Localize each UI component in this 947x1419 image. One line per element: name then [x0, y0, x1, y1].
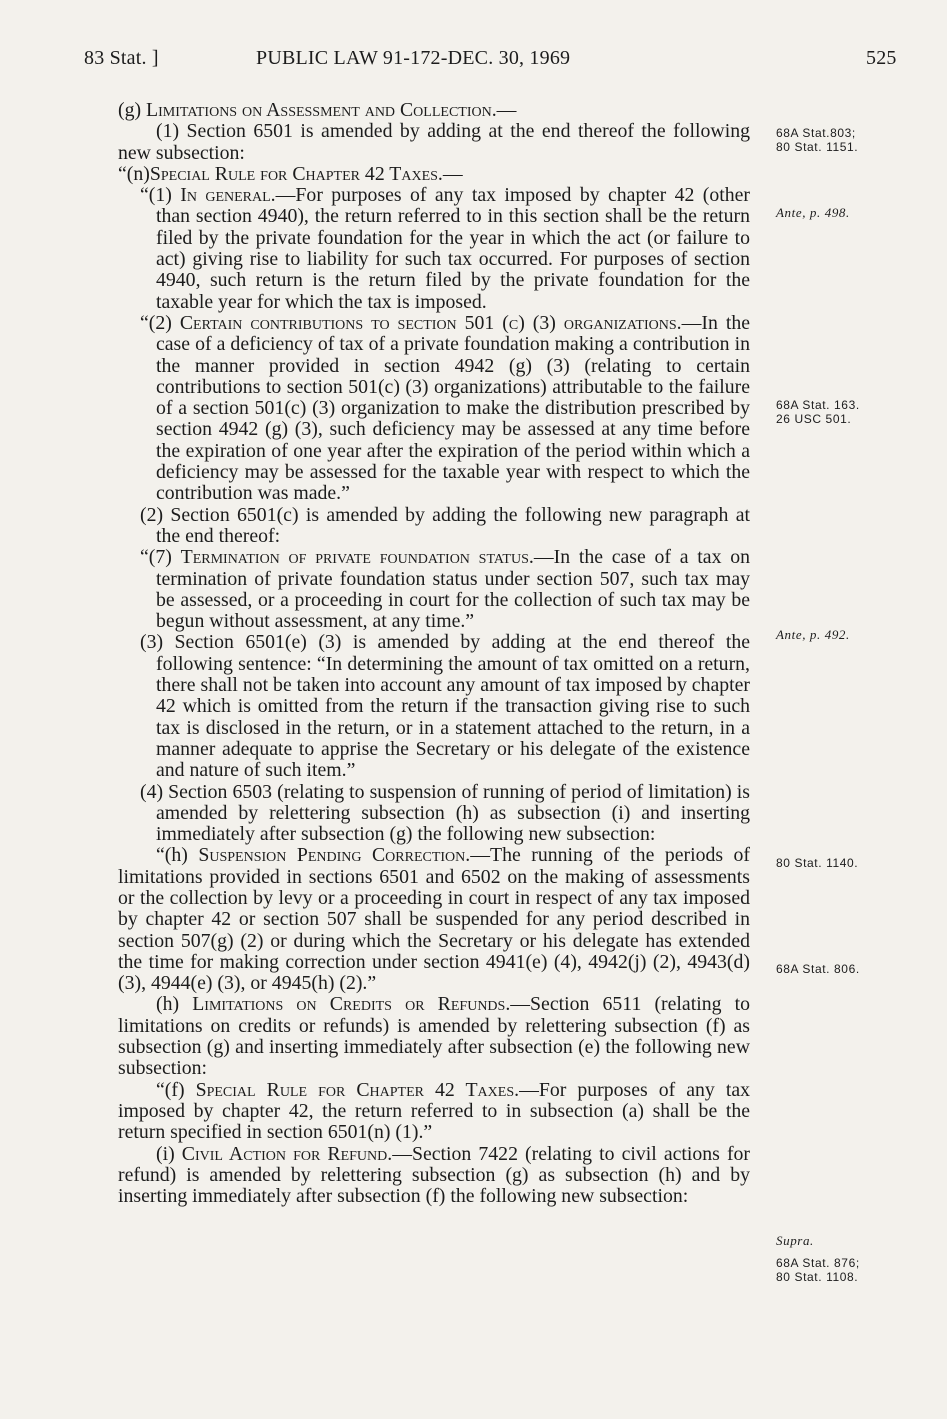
margin-note-68a-803: 68A Stat.803; 80 Stat. 1151.: [776, 126, 859, 154]
paragraph-g4: (4) Section 6503 (relating to suspension of running of period of limitation) is amended by relettering subsection (h) as subsection (i) and inserting immediately after subsection (g) the following new subsection:: [140, 780, 750, 846]
margin-note-80-1140: 80 Stat. 1140.: [776, 856, 859, 870]
margin-note-68a-806: 68A Stat. 806.: [776, 962, 860, 976]
page-number: 525: [866, 47, 897, 69]
subsection-g-heading: (g) Limitations on Assessment and Collection.—: [118, 99, 517, 121]
paragraph-n2: “(2) Certain contributions to section 501 (c) (3) organizations.—In the case of a deficiency of tax of a private foundation making a contribution in the manner provided in section 4942 (g) (3) (relating to certain contributions to section 501(c) (3) organizations) attributable to the failure of a section 501(c) (3) organization to make the distribution prescribed by section 4942 (g) (3), such deficiency may be assessed at any time before the expiration of one year after the expiration of the period within which a deficiency may be assessed for the taxable year with respect to which the contribution was made.”: [140, 311, 751, 505]
paragraph-c7: “(7) Termination of private foundation status.—In the case of a tax on termination of private foundation status under section 507, such tax may be assessed, or a proceeding in court for the collection of such tax may be begun without assessment, at any time.”: [140, 546, 750, 633]
margin-note-68a-163: 68A Stat. 163. 26 USC 501.: [776, 398, 860, 426]
paragraph-n1: “(1) In general.—For purposes of any tax imposed by chapter 42 (other than section 4940), the return referred to in this section shall be the return filed by the private foundation for the year in which the act (or failure to act) giving rise to liability for such tax occurred. For purposes of section 4940, such return is the return filed by the private foundation for the taxable year for which the tax is imposed.: [140, 184, 750, 313]
margin-note-ante-498: Ante, p. 498.: [776, 205, 850, 220]
subsection-n-heading: “(n)Special Rule for Chapter 42 Taxes.—: [118, 162, 463, 185]
subsection-h-quoted: “(h) Suspension Pending Correction.—The running of the periods of limitations provided in sections 6501 and 6502 on the making of assessments or the collection by levy or a proceeding in court in respect of any tax imposed by chapter 42 or section 507 shall be suspended for any period described in section 507(g) (2) or during which the Secretary or his delegate has extended the time for making correction under section 4941(e) (4), 4942(j) (2), 4943(d) (3), 4944(e) (3), or 4945(h) (2).”: [118, 844, 751, 995]
subsection-h: (h) Limitations on Credits or Refunds.—Section 6511 (relating to limitations on credits or refunds) is amended by relettering subsection (f) as subsection (g) and inserting immediately after subsection (e) the following new subsection:: [118, 993, 750, 1080]
running-head-statute: 83 Stat. ]: [84, 47, 159, 69]
margin-note-ante-492: Ante, p. 492.: [776, 627, 850, 642]
paragraph-g3: (3) Section 6501(e) (3) is amended by adding at the end thereof the following sentence: “In determining the amount of tax omitted on a return, there shall not be taken into account any amount of tax imposed by chapter 42 which is omitted from the return if the transaction giving rise to such tax is disclosed in the return, or in a statement attached to the return, in a manner adequate to apprise the Secretary or his delegate of the existence and nature of such item.”: [140, 631, 750, 782]
statute-body: [118, 100, 750, 1207]
paragraph-g1: (1) Section 6501 is amended by adding at the end thereof the following new subsection:: [118, 120, 750, 164]
margin-note-supra: Supra.: [776, 1233, 814, 1248]
running-head-title: PUBLIC LAW 91-172-DEC. 30, 1969: [256, 47, 571, 69]
paragraph-g2: (2) Section 6501(c) is amended by adding the following new paragraph at the end thereof:: [140, 503, 750, 547]
subsection-i: (i) Civil Action for Refund.—Section 7422 (relating to civil actions for refund) is amended by relettering subsection (g) as subsection (h) and by inserting immediately after subsection (f) the following new subsection:: [118, 1142, 751, 1208]
margin-note-68a-876: 68A Stat. 876; 80 Stat. 1108.: [776, 1256, 860, 1284]
subsection-f-quoted: “(f) Special Rule for Chapter 42 Taxes.—For purposes of any tax imposed by chapter 42, the return referred to in subsection (a) shall be the return specified in section 6501(n) (1).”: [118, 1078, 750, 1144]
